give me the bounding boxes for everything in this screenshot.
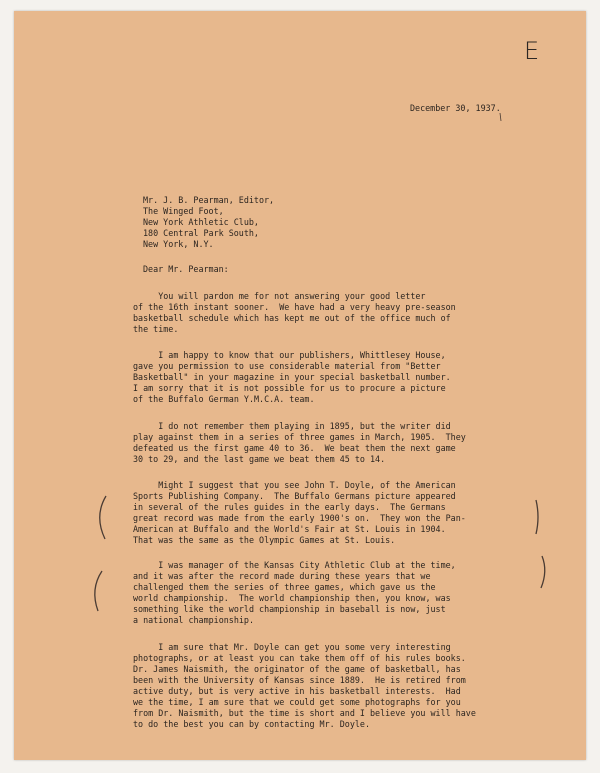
left-bracket-mark xyxy=(100,496,106,539)
text-line: You will pardon me for not answering your good letter xyxy=(133,291,426,301)
address-line: New York, N.Y. xyxy=(143,239,214,249)
text-line: of the Buffalo German Y.M.C.A. team. xyxy=(133,394,315,404)
salutation: Dear Mr. Pearman: xyxy=(143,264,229,274)
text-line: I am sure that Mr. Doyle can get you some very interesting xyxy=(133,642,451,652)
left-bracket-mark xyxy=(95,571,102,611)
text-line: photographs, or at least you can take them off of his rules books. xyxy=(133,653,466,663)
text-line: Dr. James Naismith, the originator of the game of basketball, has xyxy=(133,664,461,674)
text-line: gave you permission to use considerable material from "Better xyxy=(133,361,441,371)
text-line: I am happy to know that our publishers, Whittlesey House, xyxy=(133,350,446,360)
text-line: world championship. The world championship then, you know, was xyxy=(133,593,451,603)
address-line: 180 Central Park South, xyxy=(143,228,259,238)
text-line: basketball schedule which has kept me out of the office much of xyxy=(133,313,451,323)
text-line: of the 16th instant sooner. We have had a very heavy pre-season xyxy=(133,302,456,312)
text-line: we the time, I am sure that we could get some photographs for you xyxy=(133,697,461,707)
letter-date: December 30, 1937. xyxy=(410,103,501,113)
letter-page xyxy=(14,11,586,760)
text-line: something like the world championship in baseball is now, just xyxy=(133,604,446,614)
text-line: Might I suggest that you see John T. Doyle, of the American xyxy=(133,480,456,490)
text-line: active duty, but is very active in his basketball interests. Had xyxy=(133,686,461,696)
text-line: 30 to 29, and the last game we beat them 45 to 14. xyxy=(133,454,386,464)
right-bracket-mark xyxy=(536,500,538,534)
text-line: to do the best you can by contacting Mr. Doyle. xyxy=(133,719,370,729)
text-line: the time. xyxy=(133,324,179,334)
margin-letter-e: E xyxy=(524,37,540,65)
text-line: I was manager of the Kansas City Athletic Club at the time, xyxy=(133,560,456,570)
text-line: challenged them the series of three games, which gave us the xyxy=(133,582,436,592)
text-line: great record was made from the early 1900's on. They won the Pan- xyxy=(133,513,466,523)
text-line: Basketball" in your magazine in your special basketball number. xyxy=(133,372,451,382)
text-line: play against them in a series of three games in March, 1905. They xyxy=(133,432,466,442)
text-line: in several of the rules guides in the early days. The Germans xyxy=(133,502,446,512)
text-line: been with the University of Kansas since 1889. He is retired from xyxy=(133,675,466,685)
text-line: defeated us the first game 40 to 36. We beat them the next game xyxy=(133,443,456,453)
date-tick-mark xyxy=(500,113,501,121)
text-line: American at Buffalo and the World's Fair at St. Louis in 1904. xyxy=(133,524,446,534)
text-line: I am sorry that it is not possible for us to procure a picture xyxy=(133,383,446,393)
text-line: Sports Publishing Company. The Buffalo Germans picture appeared xyxy=(133,491,456,501)
text-line: from Dr. Naismith, but the time is short and I believe you will have xyxy=(133,708,476,718)
address-line: The Winged Foot, xyxy=(143,206,224,216)
text-line: a national championship. xyxy=(133,615,255,625)
text-line: I do not remember them playing in 1895, but the writer did xyxy=(133,421,451,431)
right-bracket-mark xyxy=(541,556,545,588)
text-line: and it was after the record made during these years that we xyxy=(133,571,431,581)
address-line: Mr. J. B. Pearman, Editor, xyxy=(143,195,275,205)
address-line: New York Athletic Club, xyxy=(143,217,259,227)
text-line: That was the same as the Olympic Games at St. Louis. xyxy=(133,535,396,545)
